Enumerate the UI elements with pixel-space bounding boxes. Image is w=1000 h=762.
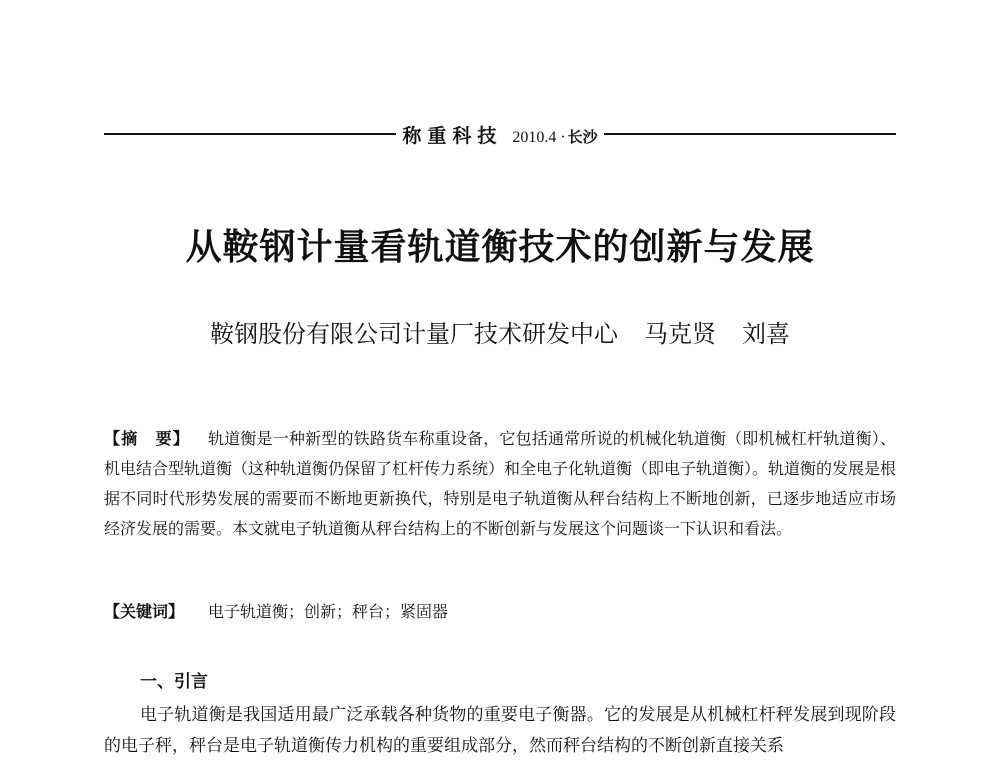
header-rule-right bbox=[604, 133, 896, 135]
keywords-label: 【关键词】 bbox=[104, 602, 185, 621]
body-paragraph: 电子轨道衡是我国适用最广泛承载各种货物的重要电子衡器。它的发展是从机械杠杆秤发展到现阶段的电子秤，秤台是电子轨道衡传力机构的重要组成部分，然而秤台结构的不断创新直接关系 bbox=[104, 705, 896, 756]
affiliation: 鞍钢股份有限公司计量厂技术研发中心 bbox=[210, 320, 618, 348]
journal-issue: 2010.4 bbox=[512, 128, 557, 146]
header-rule-left bbox=[104, 133, 396, 135]
keywords bbox=[104, 597, 896, 627]
keywords-text: 电子轨道衡；创新；秤台；紧固器 bbox=[208, 602, 449, 621]
journal-info bbox=[396, 121, 603, 148]
journal-name: 称重科技 bbox=[402, 124, 503, 147]
author-name: 刘喜 bbox=[742, 320, 790, 348]
journal-header bbox=[104, 118, 896, 150]
section-heading: 一、引言 bbox=[140, 672, 208, 692]
abstract-label: 【摘 要】 bbox=[104, 429, 190, 448]
byline bbox=[0, 316, 1000, 352]
abstract bbox=[104, 424, 896, 544]
author-name: 马克贤 bbox=[644, 320, 716, 348]
journal-separator: · bbox=[560, 128, 566, 146]
abstract-text: 轨道衡是一种新型的铁路货车称重设备，它包括通常所说的机械化轨道衡（即机械杠杆轨道衡）、机电结合型轨道衡（这种轨道衡仍保留了杠杆传力系统）和全电子化轨道衡（即电子轨道衡）。轨道衡的发展是根据不同时代形势发展的需要而不断地更新换代，特别是电子轨道衡从秤台结构上不断地创新，已逐步地适应市场经济发展的需要。本文就电子轨道衡从秤台结构上的不断创新与发展这个问题谈一下认识和看法。 bbox=[104, 429, 897, 538]
article-title: 从鞍钢计量看轨道衡技术的创新与发展 bbox=[185, 226, 815, 268]
journal-city: 长沙 bbox=[567, 127, 598, 146]
